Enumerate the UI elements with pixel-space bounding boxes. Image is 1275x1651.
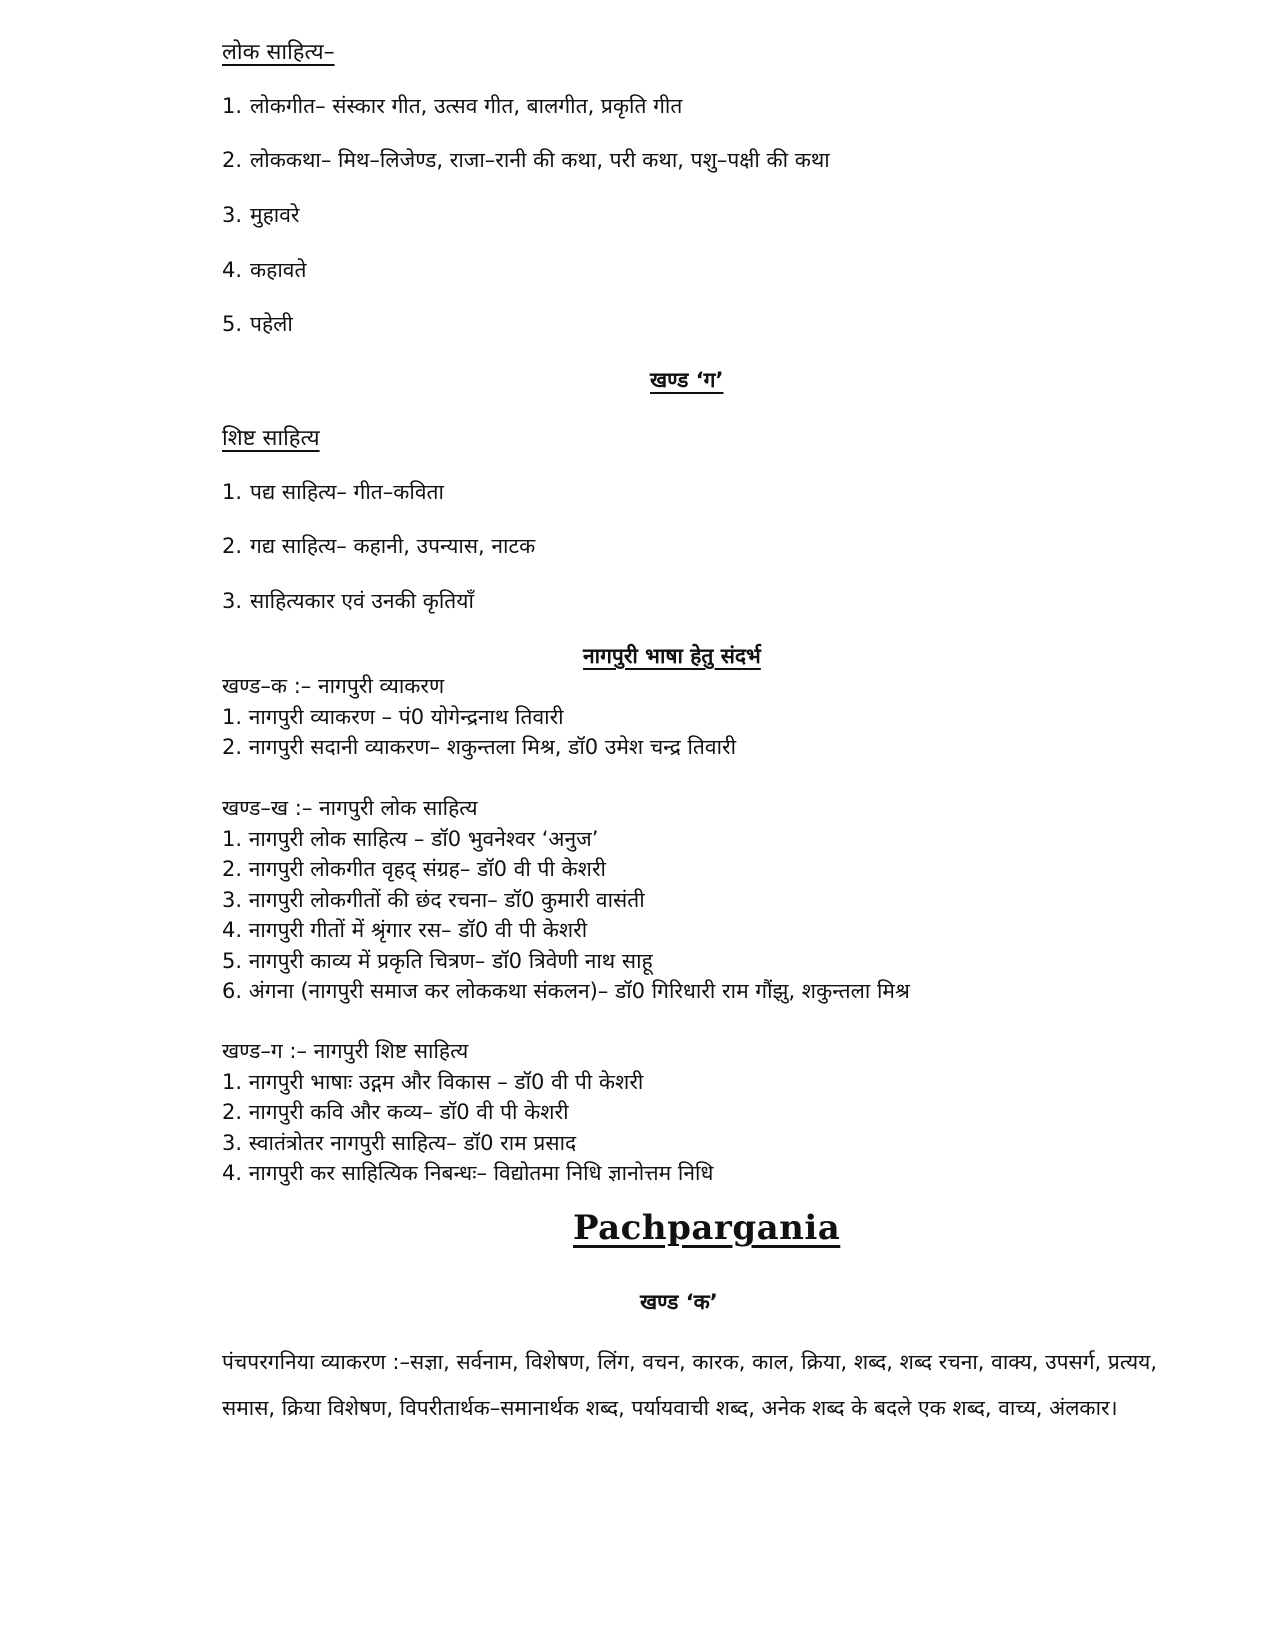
reference-group-ka: [222, 671, 736, 763]
list-item: [222, 532, 535, 560]
reference-item: 1. नागपुरी व्याकरण – पं0 योगेन्द्रनाथ तिवारी: [222, 704, 564, 729]
item-text: कहावते: [250, 258, 307, 282]
item-text: लोककथा– मिथ–लिजेण्ड, राजा–रानी की कथा, परी कथा, पशु–पक्षी की कथा: [250, 148, 830, 172]
item-number: 4.: [222, 258, 243, 282]
list-item: [222, 146, 830, 174]
reference-group-title: खण्ड–क :– नागपुरी व्याकरण: [222, 674, 445, 698]
lok-sahitya-heading: लोक साहित्य–: [222, 40, 335, 65]
reference-group-title: खण्ड–ग :– नागपुरी शिष्ट साहित्य: [222, 1039, 469, 1063]
item-text: मुहावरे: [250, 203, 300, 227]
list-item: [222, 256, 306, 284]
item-text: लोकगीत– संस्कार गीत, उत्सव गीत, बालगीत, प्रकृति गीत: [250, 94, 683, 118]
item-number: 3.: [222, 203, 243, 227]
reference-item: 3. नागपुरी लोकगीतों की छंद रचना– डॉ0 कुमारी वासंती: [222, 887, 645, 912]
item-number: 5.: [222, 312, 243, 336]
reference-item: 2. नागपुरी सदानी व्याकरण– शकुन्तला मिश्र, डॉ0 उमेश चन्द्र तिवारी: [222, 735, 737, 759]
list-item: [222, 587, 474, 615]
item-number: 3.: [222, 589, 243, 613]
list-item: [222, 92, 682, 120]
pachpargania-grammar-paragraph: पंचपरगनिया व्याकरण :–सज्ञा, सर्वनाम, विशेषण, लिंग, वचन, कारक, काल, क्रिया, शब्द, शब्द रचना, वाक्य, उपसर्ग, प्रत्यय, समास, क्रिया विशेषण, विपरीतार्थक–समानार्थक शब्द, पर्यायवाची शब्द, अनेक शब्द के बदले एक शब्द, वाच्य, अंलकार।: [222, 1350, 1157, 1420]
reference-item: 5. नागपुरी काव्य में प्रकृति चित्रण– डॉ0 त्रिवेणी नाथ साहू: [222, 948, 653, 973]
reference-group-kha: [222, 793, 910, 1007]
item-text: गद्य साहित्य– कहानी, उपन्यास, नाटक: [250, 534, 536, 558]
pachpargania-title: Pachpargania: [573, 1208, 841, 1248]
khand-ga-heading: खण्ड ‘ग’: [650, 368, 724, 392]
reference-item: 2. नागपुरी कवि और कव्य– डॉ0 वी पी केशरी: [222, 1100, 569, 1124]
item-text: साहित्यकार एवं उनकी कृतियाँ: [250, 589, 474, 613]
reference-item: 4. नागपुरी कर साहित्यिक निबन्धः– विद्योतमा निधि ज्ञानोत्तम निधि: [222, 1161, 714, 1185]
khand-ka-heading: खण्ड ‘क’: [640, 1290, 718, 1314]
list-item: [222, 201, 299, 229]
list-item: [222, 310, 293, 338]
reference-group-title: खण्ड–ख :– नागपुरी लोक साहित्य: [222, 796, 478, 820]
references-heading: नागपुरी भाषा हेतु संदर्भ: [583, 644, 761, 668]
item-text: पद्य साहित्य– गीत–कविता: [250, 480, 444, 504]
reference-item: 4. नागपुरी गीतों में श्रृंगार रस– डॉ0 वी पी केशरी: [222, 918, 588, 942]
item-text: पहेली: [250, 312, 293, 336]
shisht-sahitya-heading: शिष्ट साहित्य: [222, 426, 320, 451]
item-number: 2.: [222, 534, 243, 558]
reference-item: 3. स्वातंत्रोतर नागपुरी साहित्य– डॉ0 राम प्रसाद: [222, 1130, 577, 1155]
reference-group-ga: [222, 1036, 713, 1189]
reference-item: 2. नागपुरी लोकगीत वृहद् संग्रह– डॉ0 वी पी केशरी: [222, 857, 606, 881]
item-number: 1.: [222, 480, 243, 504]
item-number: 2.: [222, 148, 243, 172]
reference-item: 1. नागपुरी भाषाः उद्गम और विकास – डॉ0 वी पी केशरी: [222, 1069, 644, 1094]
item-number: 1.: [222, 94, 243, 118]
list-item: [222, 478, 444, 506]
reference-item: 6. अंगना (नागपुरी समाज कर लोककथा संकलन)– डॉ0 गिरिधारी राम गौंझु, शकुन्तला मिश्र: [222, 979, 910, 1003]
reference-item: 1. नागपुरी लोक साहित्य – डॉ0 भुवनेश्वर ‘अनुज’: [222, 826, 599, 851]
